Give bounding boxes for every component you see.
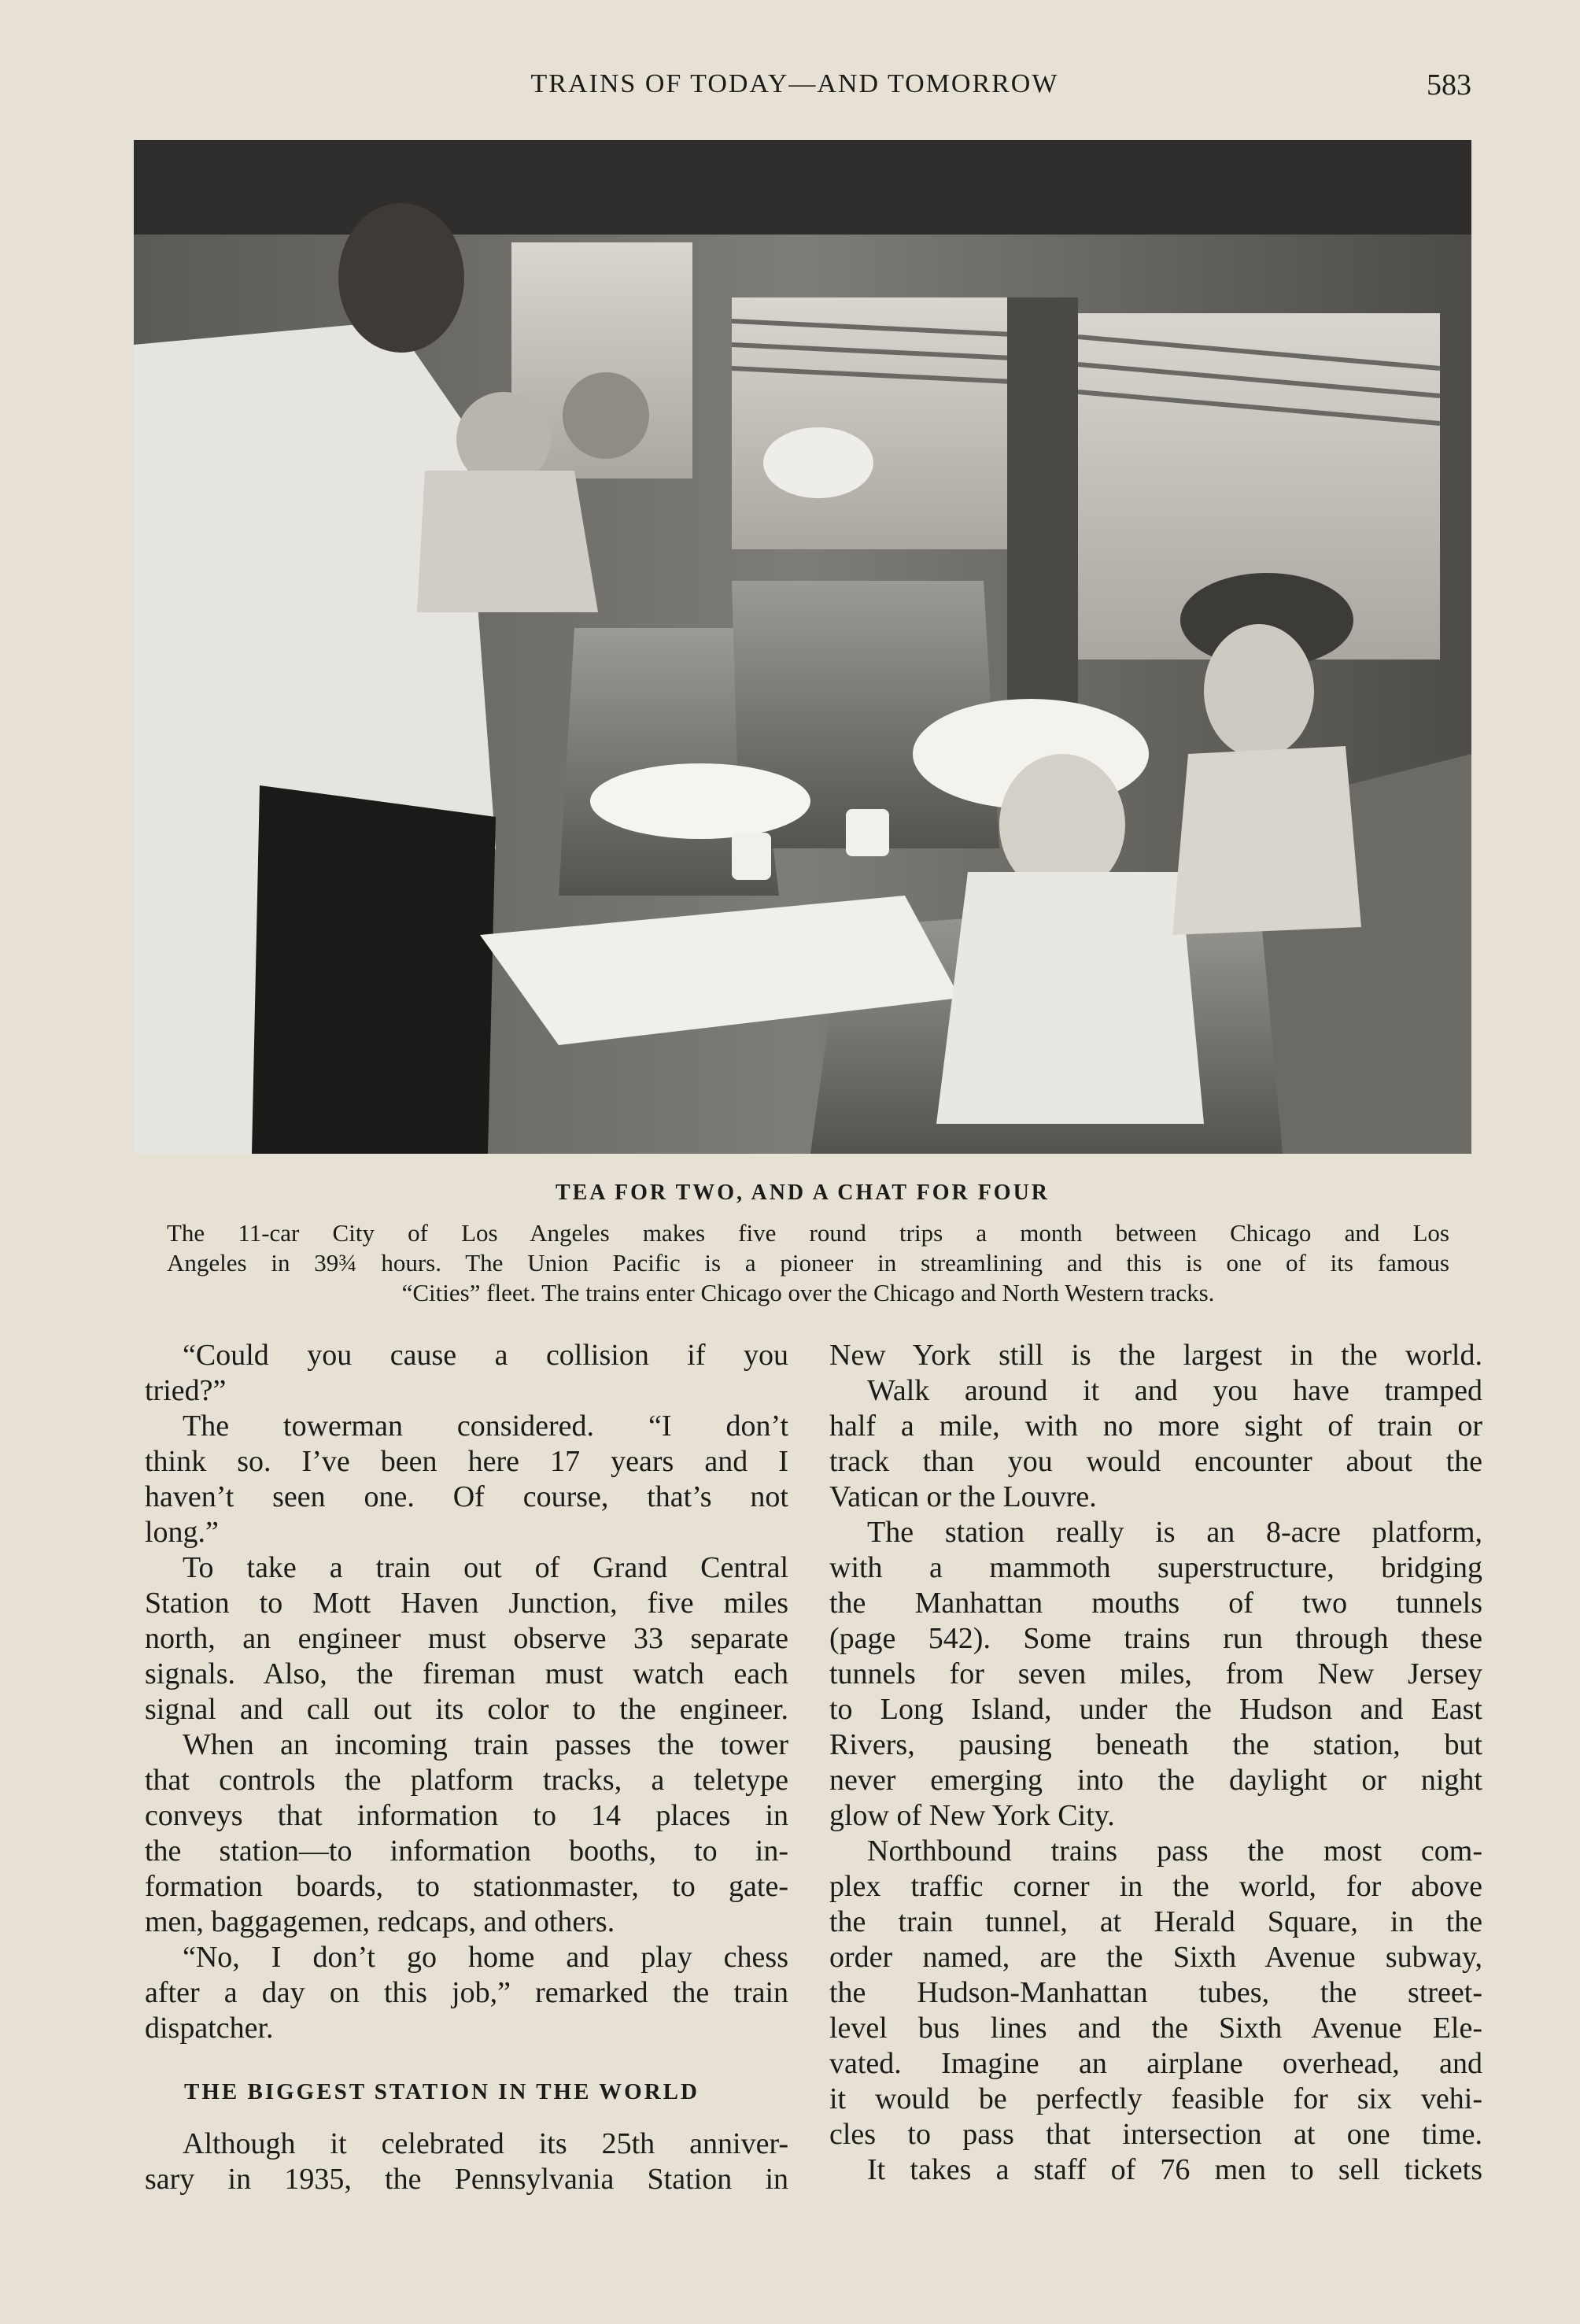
text-line: to Long Island, under the Hudson and East: [829, 1693, 1482, 1726]
text-line: formation boards, to stationmaster, to gate-: [145, 1870, 788, 1903]
text-line: To take a train out of Grand Central: [183, 1551, 788, 1584]
running-head: TRAINS OF TODAY—AND TOMORROW: [530, 69, 1059, 98]
section-subhead: THE BIGGEST STATION IN THE WORLD: [184, 2079, 700, 2104]
text-line: men, baggagemen, redcaps, and others.: [145, 1905, 615, 1938]
text-line: the train tunnel, at Herald Square, in the: [829, 1905, 1482, 1938]
text-line: it would be perfectly feasible for six vehi-: [829, 2082, 1482, 2115]
caption-line: Angeles in 39¾ hours. The Union Pacific is a pioneer in streamlining and this is one of its famous: [167, 1249, 1449, 1277]
page-number: 583: [1427, 68, 1471, 102]
text-line: signals. Also, the fireman must watch each: [145, 1657, 788, 1690]
text-line: Walk around it and you have tramped: [867, 1374, 1482, 1407]
text-line: The station really is an 8-acre platform,: [867, 1516, 1482, 1549]
caption-body: [167, 1218, 1449, 1308]
text-line: think so. I’ve been here 17 years and I: [145, 1445, 788, 1478]
text-line: Rivers, pausing beneath the station, but: [829, 1728, 1482, 1761]
caption-line: The 11-car City of Los Angeles makes five round trips a month between Chicago and Los: [167, 1219, 1449, 1247]
text-line: north, an engineer must observe 33 separate: [145, 1622, 788, 1655]
text-line: “No, I don’t go home and play chess: [183, 1941, 788, 1974]
text-line: Northbound trains pass the most com-: [867, 1834, 1482, 1868]
text-line: with a mammoth superstructure, bridging: [829, 1551, 1482, 1584]
text-line: The towerman considered. “I don’t: [183, 1410, 788, 1443]
text-line: level bus lines and the Sixth Avenue Ele-: [829, 2012, 1482, 2045]
text-line: order named, are the Sixth Avenue subway,: [829, 1941, 1482, 1974]
left-column: [145, 1338, 788, 2197]
text-line: Station to Mott Haven Junction, five miles: [145, 1587, 788, 1620]
caption-title: TEA FOR TWO, AND A CHAT FOR FOUR: [555, 1180, 1050, 1205]
text-line: tunnels for seven miles, from New Jersey: [829, 1657, 1482, 1690]
text-line: the station—to information booths, to in-: [145, 1834, 788, 1868]
text-line: New York still is the largest in the world.: [829, 1339, 1482, 1372]
text-line: cles to pass that intersection at one time.: [829, 2118, 1482, 2151]
text-line: Vatican or the Louvre.: [829, 1480, 1097, 1513]
text-line: (page 542). Some trains run through these: [829, 1622, 1482, 1655]
text-line: long.”: [145, 1516, 219, 1549]
text-line: tried?”: [145, 1374, 227, 1407]
text-line: Although it celebrated its 25th anniver-: [183, 2127, 788, 2160]
text-line: haven’t seen one. Of course, that’s not: [145, 1480, 788, 1513]
text-line: “Could you cause a collision if you: [183, 1339, 788, 1372]
text-line: It takes a staff of 76 men to sell tickets: [867, 2153, 1482, 2186]
text-line: that controls the platform tracks, a teletype: [145, 1764, 788, 1797]
caption-line: “Cities” fleet. The trains enter Chicago over the Chicago and North Western tracks.: [401, 1279, 1215, 1306]
text-line: vated. Imagine an airplane overhead, and: [829, 2047, 1482, 2080]
text-line: dispatcher.: [145, 2012, 274, 2045]
text-line: after a day on this job,” remarked the train: [145, 1976, 788, 2009]
text-line: the Manhattan mouths of two tunnels: [829, 1587, 1482, 1620]
text-line: the Hudson-Manhattan tubes, the street-: [829, 1976, 1482, 2009]
text-line: When an incoming train passes the tower: [183, 1728, 788, 1761]
right-column: [829, 1338, 1482, 2188]
text-line: never emerging into the daylight or night: [829, 1764, 1482, 1797]
text-line: glow of New York City.: [829, 1799, 1115, 1832]
text-line: sary in 1935, the Pennsylvania Station in: [145, 2163, 788, 2196]
photo-illustration: [134, 140, 1471, 1154]
text-line: half a mile, with no more sight of train or: [829, 1410, 1482, 1443]
text-line: track than you would encounter about the: [829, 1445, 1482, 1478]
dining-car-photograph: [134, 140, 1471, 1154]
text-line: plex traffic corner in the world, for above: [829, 1870, 1482, 1903]
text-line: conveys that information to 14 places in: [145, 1799, 788, 1832]
text-line: signal and call out its color to the engineer.: [145, 1693, 788, 1726]
